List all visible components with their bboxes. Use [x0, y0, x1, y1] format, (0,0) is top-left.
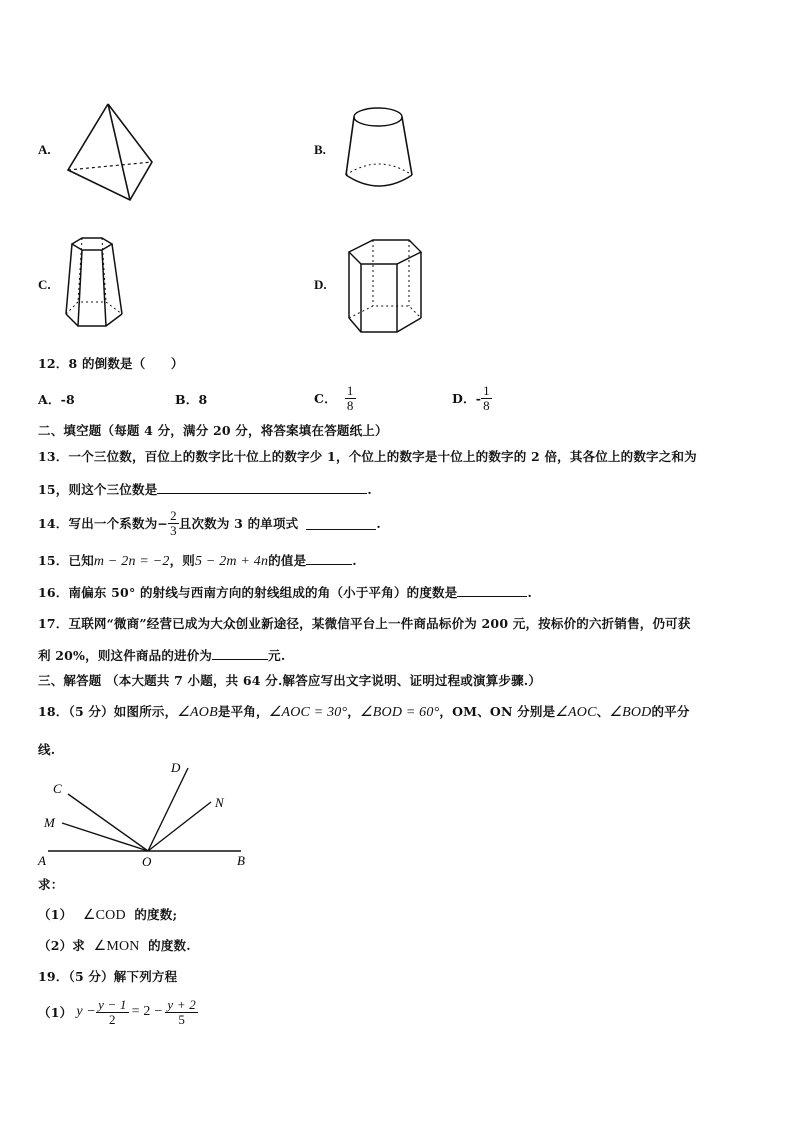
q18-sub1-label: （1） [38, 907, 73, 922]
q12-option-d-fraction [481, 384, 492, 413]
q19-fraction-1 [96, 998, 129, 1027]
q18-sub2-angle: ∠MON [93, 939, 140, 954]
triangular-pyramid-figure [60, 100, 160, 205]
fraction-numerator: 1 [483, 382, 490, 398]
q14-prefix: 14．写出一个系数为− [38, 516, 169, 531]
q15-suffix: 的值是 [268, 553, 307, 568]
q19-middle: = 2 − [131, 1004, 163, 1019]
q16-line [38, 583, 532, 601]
q14-fraction [168, 509, 179, 538]
q12-option-a-label: A． [38, 392, 61, 407]
point-c-label: C [53, 781, 62, 796]
q18-prefix: 18．（5 分）如图所示， [38, 704, 178, 719]
q18-sub2-label: （2）求 [38, 938, 85, 953]
q12-option-c-fraction [345, 384, 356, 413]
q17-line2-suffix: 元. [268, 648, 286, 663]
truncated-hexagonal-pyramid-figure [62, 236, 142, 332]
section-3-heading: 三、解答题 （本大题共 7 小题，共 64 分.解答应写出文字说明、证明过程或演算步骤.） [38, 673, 542, 688]
q12-option-d-sign: - [475, 390, 482, 406]
option-d-label: D. [314, 277, 327, 292]
q18-line2: 线. [38, 742, 56, 757]
point-n-label: N [215, 795, 224, 810]
q18-sub1-angle: ∠COD [82, 908, 126, 923]
q12-stem: 12．8 的倒数是（ ） [38, 356, 184, 371]
q18-angle-aob: ∠AOB [177, 705, 218, 720]
q18-angle-aoc: ∠AOC = 30° [268, 705, 348, 720]
fraction-denominator: 8 [346, 397, 354, 413]
q18-angle-aoc-2: ∠AOC [555, 705, 597, 720]
angle-figure [36, 758, 256, 870]
q14-suffix: 且次数为 3 的单项式 [178, 516, 299, 531]
q18-text-4: 、 [596, 704, 610, 719]
point-a-label: A [38, 853, 46, 868]
q14-end: . [376, 515, 381, 531]
q17-line2 [38, 646, 285, 664]
q12-option-a [38, 390, 75, 408]
q14-line [38, 505, 381, 541]
q18-sub1 [38, 905, 177, 924]
q17-line2-prefix: 利 20%，则这件商品的进价为 [38, 648, 213, 663]
answer-blank [212, 647, 268, 660]
q13-line1: 13．一个三位数，百位上的数字比十位上的数字少 1，个位上的数字是十位上的数字的 2 倍，其各位上的数字之和为 [38, 449, 697, 464]
q15-prefix: 15．已知 [38, 553, 94, 568]
fraction-denominator: 2 [109, 1011, 116, 1027]
fraction-numerator: y + 2 [167, 996, 196, 1012]
q13-line2-prefix: 15，则这个三位数是 [38, 482, 158, 497]
fraction-denominator: 3 [170, 522, 177, 538]
option-a-label: A. [38, 142, 51, 157]
q12-option-c [314, 380, 356, 416]
answer-blank [457, 584, 527, 597]
q15-expression-1: m − 2n = −2 [93, 554, 170, 569]
q18-line1 [38, 702, 690, 721]
q19-stem: 19．（5 分）解下列方程 [38, 969, 178, 984]
q18-angle-bod-2: ∠BOD [609, 705, 652, 720]
q18-text-3: ，OM、ON 分别是 [439, 704, 556, 719]
q12-option-a-value: -8 [60, 392, 75, 407]
answer-blank [306, 517, 376, 530]
q18-angle-bod: ∠BOD = 60° [360, 705, 440, 720]
q19-lhs-var: y − [76, 1004, 97, 1019]
answer-blank [306, 552, 352, 565]
q12-option-c-label: C． [314, 391, 337, 406]
truncated-cone-figure [340, 105, 425, 195]
option-b-label: B. [314, 142, 326, 157]
q16-end: . [527, 585, 533, 600]
fraction-numerator: 2 [170, 507, 177, 523]
q12-option-d-label: D． [452, 391, 476, 406]
point-b-label: B [237, 853, 245, 868]
q18-text-2: ， [347, 704, 360, 719]
fraction-denominator: 5 [178, 1011, 186, 1027]
q13-end: . [367, 482, 372, 497]
point-d-label: D [171, 760, 181, 775]
q13-line2 [38, 480, 372, 498]
section-2-heading: 二、填空题（每题 4 分，满分 20 分，将答案填在答题纸上） [38, 423, 388, 438]
hexagonal-prism-figure [345, 236, 430, 336]
q16-text: 16．南偏东 50° 的射线与西南方向的射线组成的角（小于平角）的度数是 [38, 585, 458, 600]
q15-expression-2: 5 − 2m + 4n [194, 554, 269, 569]
q12-option-b: B．8 [175, 392, 208, 407]
fraction-numerator: 1 [346, 382, 354, 398]
q19-sub1-label: （1） [38, 1005, 73, 1020]
q18-qiu: 求： [38, 877, 64, 892]
answer-blank [157, 481, 367, 494]
fraction-numerator: y − 1 [98, 996, 127, 1012]
q18-sub2 [38, 936, 191, 955]
q12-option-d [452, 380, 492, 416]
q15-line [38, 551, 357, 570]
point-o-label: O [142, 854, 152, 869]
q18-sub2-text: 的度数. [148, 938, 191, 953]
q15-middle: ，则 [169, 553, 195, 568]
q18-text-5: 的平分 [651, 704, 690, 719]
point-m-label: M [44, 815, 55, 830]
q18-sub1-text: 的度数; [134, 907, 178, 922]
q19-fraction-2 [165, 998, 198, 1027]
fraction-denominator: 8 [483, 397, 490, 413]
q17-line1: 17．互联网“微商”经营已成为大众创业新途径，某微信平台上一件商品标价为 200 元，按标价的六折销售，仍可获 [38, 616, 691, 631]
q19-sub1 [38, 992, 198, 1032]
q15-end: . [352, 553, 357, 568]
q18-text-1: 是平角， [217, 704, 269, 719]
option-c-label: C. [38, 277, 51, 292]
